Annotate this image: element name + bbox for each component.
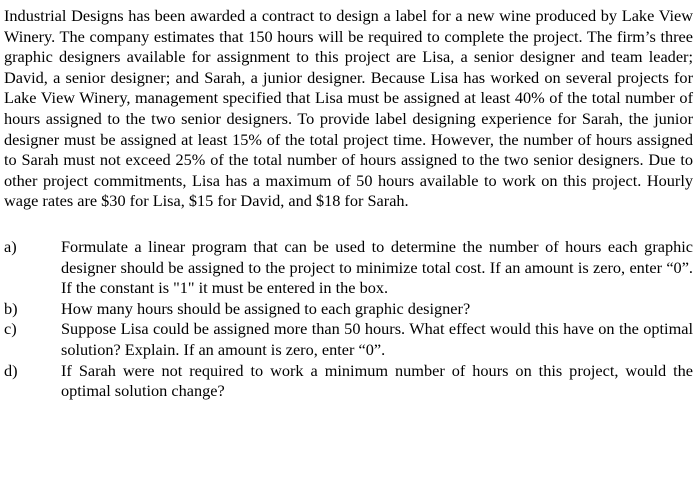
- question-d: [4, 361, 693, 402]
- question-b-label: b): [4, 298, 18, 318]
- question-d-label: d): [4, 360, 18, 380]
- question-c-label: c): [4, 319, 17, 339]
- question-a-label: a): [4, 236, 17, 256]
- problem-intro-paragraph: Industrial Designs has been awarded a contract to design a label for a new wine produced by Lake View Winery. The company estimates that 150 hours will be required to complete the project. The firm’s three graphic designers available for assignment to this project are Lisa, a senior designer and team leader; David, a senior designer; and Sarah, a junior designer. Because Lisa has worked on several projects for Lake View Winery, management specified that Lisa must be assigned at least 40% of the total number of hours assigned to the two senior designers. To provide label designing experience for Sarah, the junior designer must be assigned at least 15% of the total project time. However, the number of hours assigned to Sarah must not exceed 25% of the total number of hours assigned to the two senior designers. Due to other project commitments, Lisa has a maximum of 50 hours available to work on this project. Hourly wage rates are $30 for Lisa, $15 for David, and $18 for Sarah.: [4, 6, 693, 211]
- question-c: [4, 319, 693, 360]
- question-a: [4, 237, 693, 299]
- question-list: [4, 237, 693, 402]
- problem-document: [4, 6, 693, 402]
- question-b-text: How many hours should be assigned to each graphic designer?: [61, 298, 471, 318]
- question-b: [4, 299, 693, 320]
- question-d-text: If Sarah were not required to work a minimum number of hours on this project, would the optimal solution change?: [61, 360, 693, 401]
- question-a-text: Formulate a linear program that can be used to determine the number of hours each graphic designer should be assigned to the project to minimize total cost. If an amount is zero, enter “0”. If the constant is "1" it must be entered in the box.: [61, 236, 693, 298]
- question-c-text: Suppose Lisa could be assigned more than 50 hours. What effect would this have on the optimal solution? Explain. If an amount is zero, enter “0”.: [61, 319, 693, 359]
